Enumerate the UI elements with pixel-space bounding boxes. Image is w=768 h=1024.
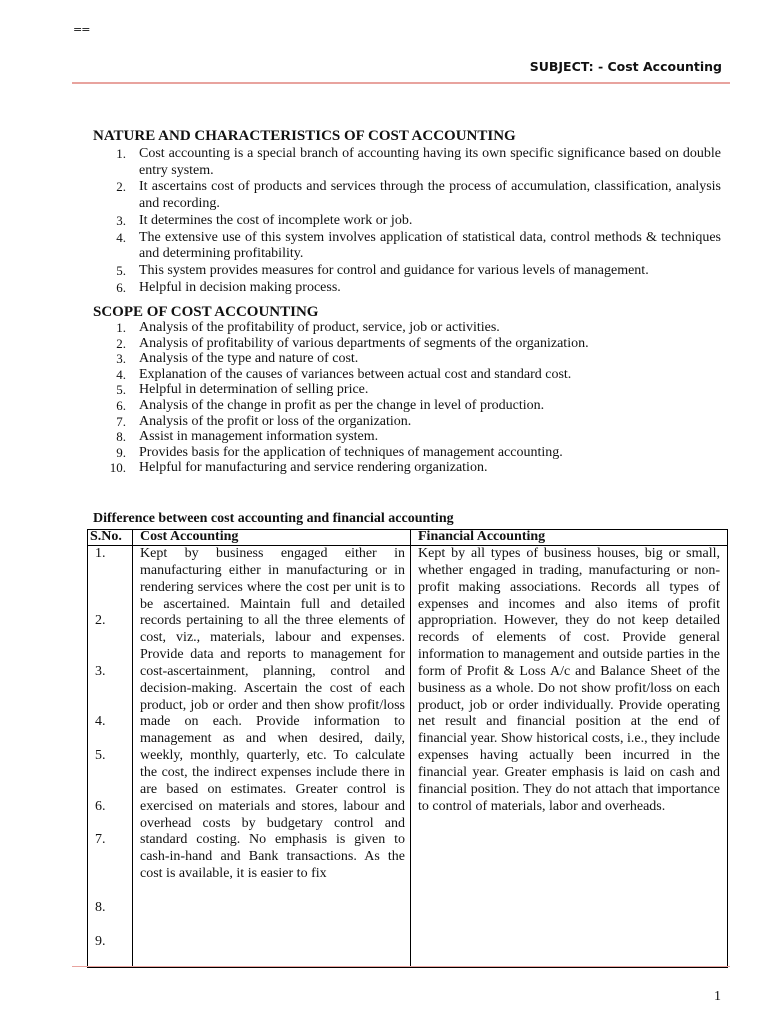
- scope-item: [93, 460, 721, 476]
- scope-item-text: Analysis of the profit or loss of the organization.: [139, 413, 412, 429]
- list-number: 7.: [116, 413, 126, 429]
- nature-item-text: The extensive use of this system involves application of statistical data, control methods & techniques and determining profitability.: [139, 229, 721, 262]
- header-rule: [72, 82, 730, 84]
- list-number: 9.: [116, 444, 126, 460]
- corner-mark: ==: [73, 23, 90, 36]
- serial-number: 9.: [95, 934, 106, 949]
- nature-item-text: Helpful in decision making process.: [139, 279, 341, 295]
- cost-accounting-text: Kept by business engaged either in manufacturing either in manufacturing or in rendering services where the cost per unit is to be ascertained. Maintain full and detailed records pertaining to all the three elements of cost, viz., materials, labour and expenses. Provide data and reports to management for cost-ascertainment, planning, control and decision-making. Ascertain the cost of each product, job or order and then show profit/loss made on each. Provide information to management as and when desired, daily, weekly, monthly, quarterly, etc. To calculate the cost, the indirect expenses include there in are based on estimates. Greater control is exercised on materials and stores, labour and overhead costs by budgetary control and standard costing. No emphasis is given to cash-in-hand and Bank transactions. As the cost is available, it is easier to fix: [140, 546, 405, 882]
- serial-number: 2.: [95, 613, 106, 628]
- nature-item: [93, 146, 721, 179]
- scope-item-text: Analysis of profitability of various departments of segments of the organization.: [139, 335, 589, 351]
- list-number: 2.: [116, 179, 126, 195]
- scope-item-text: Helpful in determination of selling price.: [139, 382, 369, 398]
- scope-item-text: Helpful for manufacturing and service rendering organization.: [139, 460, 488, 476]
- scope-item-text: Explanation of the causes of variances between actual cost and standard cost.: [139, 366, 572, 382]
- scope-section-title: SCOPE OF COST ACCOUNTING: [93, 304, 319, 320]
- scope-item-text: Assist in management information system.: [139, 429, 379, 445]
- subject-header: SUBJECT: - Cost Accounting: [529, 59, 722, 74]
- scope-item: [93, 382, 721, 398]
- serial-number: 6.: [95, 799, 106, 814]
- scope-item-text: Analysis of the type and nature of cost.: [139, 351, 359, 367]
- scope-item-text: Provides basis for the application of techniques of management accounting.: [139, 444, 563, 460]
- serial-number: 5.: [95, 748, 106, 763]
- nature-list: [93, 146, 721, 296]
- scope-item-text: Analysis of the profitability of product, service, job or activities.: [139, 320, 500, 335]
- footer-rule: [72, 966, 730, 967]
- list-number: 2.: [116, 335, 126, 351]
- list-number: 1.: [116, 320, 126, 335]
- list-number: 10.: [109, 460, 126, 476]
- list-number: 1.: [116, 146, 126, 161]
- comparison-table-caption: Difference between cost accounting and financial accounting: [93, 511, 454, 526]
- scope-item: [93, 336, 721, 352]
- scope-item-text: Analysis of the change in profit as per the change in level of production.: [139, 397, 545, 413]
- scope-item: [93, 398, 721, 414]
- serial-number: 1.: [95, 546, 106, 561]
- nature-item-text: It determines the cost of incomplete work or job.: [139, 212, 413, 228]
- scope-item: [93, 351, 721, 367]
- nature-item-text: It ascertains cost of products and services through the process of accumulation, classification, analysis and recording.: [139, 179, 721, 212]
- nature-item: [93, 213, 721, 230]
- nature-item-text: Cost accounting is a special branch of accounting having its own specific significance based on double entry system.: [139, 146, 721, 178]
- serial-number: 7.: [95, 832, 106, 847]
- scope-item: [93, 429, 721, 445]
- serial-number: 8.: [95, 900, 106, 915]
- financial-accounting-text: Kept by all types of business houses, big or small, whether engaged in trading, manufacturing or non-profit making associations. Records all types of expenses and incomes and also items of profit appropriation. However, they do not keep detailed records of elements of cost. Provide general information to management and outside parties in the form of Profit & Loss A/c and Balance Sheet of the business as a whole. Do not show profit/loss on each product, job or order individually. Provide operating net result and financial position at the end of financial year. Show historical costs, i.e., they include expenses having actually been incurred in the financial year. Greater emphasis is laid on cash and financial position. They do not attach that importance to control of materials, labor and overheads.: [418, 546, 720, 814]
- serial-number: 3.: [95, 664, 106, 679]
- nature-item-text: This system provides measures for control and guidance for various levels of management.: [139, 262, 649, 278]
- page-number: 1: [714, 989, 721, 1004]
- scope-item: [93, 320, 721, 336]
- nature-item: [93, 179, 721, 212]
- nature-item: [93, 230, 721, 263]
- nature-item: [93, 263, 721, 280]
- scope-item: [93, 414, 721, 430]
- list-number: 3.: [116, 212, 126, 228]
- list-number: 6.: [116, 397, 126, 413]
- list-number: 4.: [116, 366, 126, 382]
- list-number: 8.: [116, 429, 126, 445]
- nature-item: [93, 280, 721, 297]
- header-sno: S.No.: [90, 529, 122, 544]
- serial-number: 4.: [95, 714, 106, 729]
- comparison-table: [87, 529, 728, 968]
- header-cost-accounting: Cost Accounting: [140, 529, 239, 544]
- list-number: 4.: [116, 229, 126, 245]
- nature-section-title: NATURE AND CHARACTERISTICS OF COST ACCOUNTING: [93, 128, 516, 144]
- scope-item: [93, 367, 721, 383]
- list-number: 6.: [116, 279, 126, 295]
- list-number: 3.: [116, 351, 126, 367]
- header-financial-accounting: Financial Accounting: [418, 529, 546, 544]
- scope-item: [93, 445, 721, 461]
- list-number: 5.: [116, 382, 126, 398]
- list-number: 5.: [116, 262, 126, 278]
- scope-list: [93, 320, 721, 476]
